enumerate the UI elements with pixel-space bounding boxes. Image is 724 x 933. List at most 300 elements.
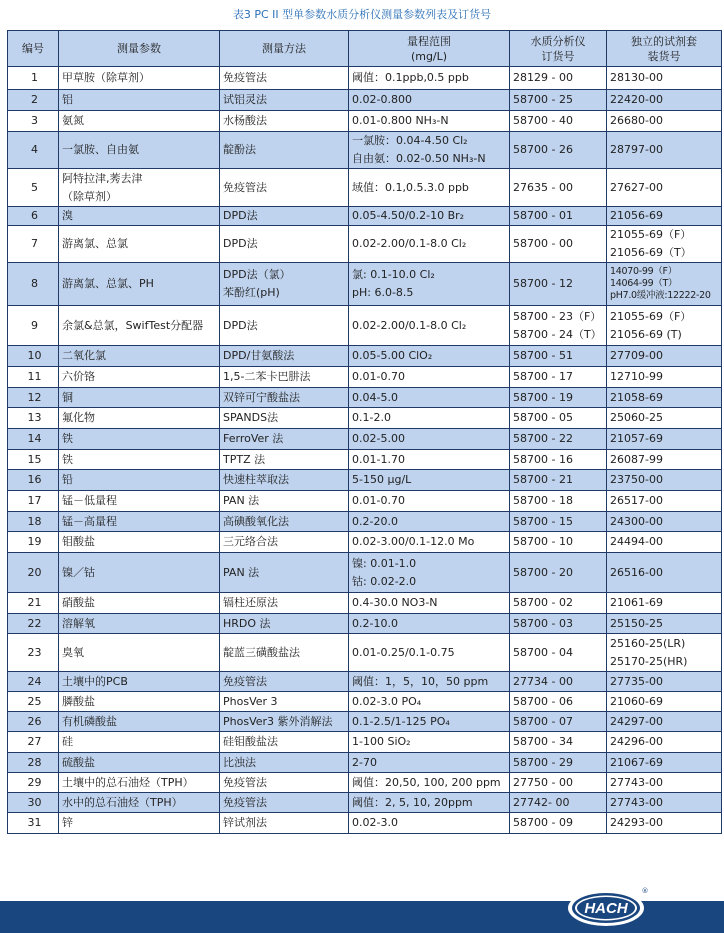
cell-range xyxy=(349,346,510,367)
cell-range-line: 0.2-20.0 xyxy=(352,514,398,528)
cell-method xyxy=(220,732,349,753)
cell-reagent xyxy=(607,67,722,90)
cell-method-line: DPD/甘氨酸法 xyxy=(223,349,295,362)
cell-reagent-line: 24297-00 xyxy=(610,714,663,728)
cell-param xyxy=(59,732,220,753)
table-row xyxy=(8,408,722,429)
cell-analyzer xyxy=(510,732,607,753)
cell-method xyxy=(220,263,349,306)
cell-analyzer xyxy=(510,90,607,111)
table-row xyxy=(8,672,722,692)
cell-reagent xyxy=(607,450,722,470)
cell-range-line: 0.05-4.50/0.2-10 Br₂ xyxy=(352,209,465,222)
cell-range-line: 0.02-2.00/0.1-8.0 Cl₂ xyxy=(352,318,467,332)
cell-param-line: 锌 xyxy=(62,816,73,829)
cell-param xyxy=(59,169,220,207)
cell-range-line: 0.01-0.70 xyxy=(352,494,405,507)
cell-reagent-line: 21055-69（F） xyxy=(610,309,692,323)
cell-reagent-line: 21056-69（T） xyxy=(610,246,692,259)
cell-analyzer-line: 58700 - 15 xyxy=(513,514,573,528)
cell-method xyxy=(220,614,349,634)
cell-reagent xyxy=(607,773,722,793)
cell-range xyxy=(349,67,510,90)
table-row xyxy=(8,450,722,470)
table-row xyxy=(8,470,722,491)
cell-reagent-line: 24296-00 xyxy=(610,735,663,748)
logo-text: HACH xyxy=(584,900,628,917)
cell-param xyxy=(59,67,220,90)
cell-method-line: PAN 法 xyxy=(223,494,260,507)
cell-analyzer-line: 58700 - 01 xyxy=(513,209,573,222)
cell-range xyxy=(349,207,510,226)
table-title: 表3 PC II 型单参数水质分析仪测量参数列表及订货号 xyxy=(232,8,492,21)
cell-method xyxy=(220,532,349,553)
cell-range xyxy=(349,512,510,532)
cell-reagent xyxy=(607,90,722,111)
cell-range xyxy=(349,732,510,753)
header-method: 测量方法 xyxy=(220,31,349,67)
cell-analyzer-line: 58700 - 06 xyxy=(513,694,573,708)
cell-analyzer-line: 58700 - 24（T） xyxy=(513,327,602,341)
table-row xyxy=(8,773,722,793)
cell-analyzer-line: 58700 - 21 xyxy=(513,473,573,486)
cell-method xyxy=(220,226,349,263)
cell-method-line: 免疫管法 xyxy=(223,180,267,194)
cell-method-line: 快速柱萃取法 xyxy=(223,473,289,486)
header-reagent-line: 独立的试剂套 xyxy=(631,34,697,48)
row-number: 27 xyxy=(8,732,59,753)
cell-reagent-line: 28130-00 xyxy=(610,71,663,84)
cell-method xyxy=(220,553,349,593)
cell-param-line: 溶解氧 xyxy=(62,616,95,630)
cell-reagent xyxy=(607,614,722,634)
cell-range-line: 0.02-5.00 xyxy=(352,432,405,445)
cell-param xyxy=(59,408,220,429)
cell-param xyxy=(59,692,220,712)
header-analyzer-line: 水质分析仪 xyxy=(530,34,586,48)
cell-range-line: 0.1-2.5/1-125 PO₄ xyxy=(352,714,450,728)
cell-range xyxy=(349,306,510,346)
cell-reagent xyxy=(607,712,722,732)
cell-method-line: DPD法 xyxy=(223,209,258,222)
cell-method xyxy=(220,692,349,712)
cell-range xyxy=(349,773,510,793)
cell-range xyxy=(349,367,510,388)
cell-analyzer-line: 58700 - 26 xyxy=(513,143,573,156)
cell-range-line: 0.05-5.00 ClO₂ xyxy=(352,349,433,362)
cell-reagent xyxy=(607,532,722,553)
cell-analyzer xyxy=(510,692,607,712)
cell-method-line: 高碘酸氧化法 xyxy=(223,514,289,528)
cell-method xyxy=(220,132,349,169)
cell-range-line: 0.1-2.0 xyxy=(352,411,391,424)
table-row xyxy=(8,169,722,207)
cell-reagent-line: 25060-25 xyxy=(610,411,663,424)
cell-reagent-line: 21057-69 xyxy=(610,432,663,445)
table-row xyxy=(8,732,722,753)
row-number: 4 xyxy=(8,132,59,169)
cell-method xyxy=(220,634,349,672)
cell-param xyxy=(59,226,220,263)
cell-analyzer xyxy=(510,553,607,593)
cell-param-line: 余氯&总氯，SwifTest分配器 xyxy=(62,318,204,332)
cell-reagent xyxy=(607,408,722,429)
cell-reagent xyxy=(607,306,722,346)
cell-analyzer-line: 58700 - 00 xyxy=(513,237,573,250)
cell-reagent-line: 26517-00 xyxy=(610,494,663,507)
parameter-table xyxy=(7,30,722,834)
cell-method xyxy=(220,773,349,793)
table-row xyxy=(8,712,722,732)
cell-method xyxy=(220,813,349,834)
cell-analyzer-line: 58700 - 12 xyxy=(513,277,573,290)
table-row xyxy=(8,634,722,672)
row-number: 29 xyxy=(8,773,59,793)
table-row xyxy=(8,388,722,408)
cell-analyzer-line: 58700 - 05 xyxy=(513,411,573,424)
cell-param xyxy=(59,306,220,346)
cell-analyzer xyxy=(510,614,607,634)
table-row xyxy=(8,67,722,90)
cell-range xyxy=(349,388,510,408)
cell-reagent-line: 24494-00 xyxy=(610,535,663,548)
cell-reagent-line: 26516-00 xyxy=(610,565,663,579)
cell-range-line: 0.01-0.70 xyxy=(352,370,405,383)
cell-range-line: 钴: 0.02-2.0 xyxy=(352,574,417,588)
table-body xyxy=(8,67,722,834)
cell-param-line: 阿特拉津,莠去津 xyxy=(62,171,143,185)
cell-param-line: 土壤中的总石油烃（TPH） xyxy=(62,775,194,789)
cell-range-line: 5-150 μg/L xyxy=(352,473,412,486)
cell-method xyxy=(220,346,349,367)
cell-reagent-line: 21056-69 (T) xyxy=(610,327,682,341)
cell-analyzer xyxy=(510,408,607,429)
row-number: 8 xyxy=(8,263,59,306)
cell-method-line: HRDO 法 xyxy=(223,616,271,630)
row-number: 18 xyxy=(8,512,59,532)
cell-analyzer xyxy=(510,263,607,306)
table-row xyxy=(8,813,722,834)
cell-range xyxy=(349,470,510,491)
cell-range-line: 0.2-10.0 xyxy=(352,616,398,630)
cell-method xyxy=(220,672,349,692)
cell-method-line: 免疫管法 xyxy=(223,71,267,84)
cell-param xyxy=(59,491,220,512)
cell-param-line: 一氯胺、自由氨 xyxy=(62,143,139,156)
cell-range xyxy=(349,450,510,470)
table-row xyxy=(8,532,722,553)
header-analyzer-line: 订货号 xyxy=(541,49,575,63)
cell-range xyxy=(349,672,510,692)
cell-param-line: 铜 xyxy=(62,390,73,404)
cell-analyzer-line: 58700 - 17 xyxy=(513,370,573,383)
cell-param xyxy=(59,512,220,532)
cell-param xyxy=(59,429,220,450)
cell-param-line: 铁 xyxy=(62,452,73,466)
cell-analyzer xyxy=(510,169,607,207)
table-row xyxy=(8,207,722,226)
cell-param xyxy=(59,593,220,614)
row-number: 12 xyxy=(8,388,59,408)
cell-param xyxy=(59,532,220,553)
cell-reagent-line: pH7.0缓冲液:12222-20 xyxy=(610,290,711,301)
cell-analyzer-line: 58700 - 16 xyxy=(513,452,573,466)
cell-range-line: 0.01-0.800 NH₃-N xyxy=(352,114,449,127)
cell-method-line: PhosVer 3 xyxy=(223,694,278,708)
cell-analyzer xyxy=(510,111,607,132)
row-number: 3 xyxy=(8,111,59,132)
table-row xyxy=(8,90,722,111)
cell-method-line: TPTZ 法 xyxy=(223,452,266,466)
cell-method-line: PAN 法 xyxy=(223,565,260,579)
cell-analyzer xyxy=(510,512,607,532)
cell-method-line: DPD法 xyxy=(223,237,258,250)
cell-param-line: 膦酸盐 xyxy=(62,694,95,708)
cell-reagent xyxy=(607,470,722,491)
cell-reagent-line: 24293-00 xyxy=(610,816,663,829)
cell-method-line: 水杨酸法 xyxy=(223,114,267,127)
cell-param xyxy=(59,263,220,306)
table-row xyxy=(8,346,722,367)
hach-logo xyxy=(566,884,650,928)
cell-reagent-line: 14064-99（T） xyxy=(610,278,678,289)
cell-method xyxy=(220,753,349,773)
row-number: 5 xyxy=(8,169,59,207)
cell-range-line: 0.02-3.0 PO₄ xyxy=(352,694,422,708)
cell-method-line: 靛蓝三磺酸盐法 xyxy=(223,645,300,659)
table-row xyxy=(8,793,722,813)
cell-range-line: 0.02-2.00/0.1-8.0 Cl₂ xyxy=(352,237,467,250)
row-number: 25 xyxy=(8,692,59,712)
cell-param xyxy=(59,450,220,470)
cell-range xyxy=(349,593,510,614)
cell-range-line: 一氯胺：0.04-4.50 Cl₂ xyxy=(352,134,468,147)
cell-analyzer-line: 58700 - 23（F） xyxy=(513,309,602,323)
cell-analyzer-line: 58700 - 51 xyxy=(513,349,573,362)
row-number: 1 xyxy=(8,67,59,90)
cell-param-line: 硝酸盐 xyxy=(62,596,95,609)
cell-reagent xyxy=(607,207,722,226)
row-number: 9 xyxy=(8,306,59,346)
cell-analyzer-line: 58700 - 10 xyxy=(513,535,573,548)
cell-param-line: 铁 xyxy=(62,432,73,445)
cell-reagent-line: 28797-00 xyxy=(610,143,663,156)
cell-method xyxy=(220,470,349,491)
cell-range xyxy=(349,111,510,132)
cell-param-line: 氨氮 xyxy=(62,114,84,127)
cell-reagent-line: 24300-00 xyxy=(610,514,663,528)
cell-analyzer xyxy=(510,450,607,470)
cell-method xyxy=(220,388,349,408)
row-number: 15 xyxy=(8,450,59,470)
cell-range xyxy=(349,692,510,712)
cell-analyzer-line: 27734 - 00 xyxy=(513,674,573,688)
cell-method-line: SPANDS法 xyxy=(223,411,279,424)
cell-range-line: 镍: 0.01-1.0 xyxy=(352,556,417,570)
cell-method xyxy=(220,450,349,470)
cell-analyzer-line: 58700 - 29 xyxy=(513,755,573,769)
cell-reagent xyxy=(607,793,722,813)
table-row xyxy=(8,226,722,263)
cell-method-line: FerroVer 法 xyxy=(223,432,284,445)
cell-analyzer-line: 58700 - 18 xyxy=(513,494,573,507)
cell-analyzer xyxy=(510,712,607,732)
cell-range-line: 0.04-5.0 xyxy=(352,390,398,404)
cell-reagent-line: 25150-25 xyxy=(610,616,663,630)
cell-method xyxy=(220,306,349,346)
row-number: 13 xyxy=(8,408,59,429)
cell-param-line: 铝 xyxy=(62,93,73,106)
cell-reagent xyxy=(607,672,722,692)
cell-analyzer xyxy=(510,491,607,512)
cell-param xyxy=(59,614,220,634)
cell-param-line: 钼酸盐 xyxy=(62,535,95,548)
cell-analyzer-line: 58700 - 07 xyxy=(513,714,573,728)
cell-analyzer-line: 58700 - 22 xyxy=(513,432,573,445)
cell-range-line: 2-70 xyxy=(352,755,377,769)
cell-reagent-line: 21061-69 xyxy=(610,596,663,609)
cell-param xyxy=(59,367,220,388)
cell-param xyxy=(59,207,220,226)
row-number: 16 xyxy=(8,470,59,491)
cell-reagent-line: 21056-69 xyxy=(610,209,663,222)
row-number: 6 xyxy=(8,207,59,226)
cell-analyzer-line: 58700 - 04 xyxy=(513,645,573,659)
cell-param-line: 锰－低量程 xyxy=(62,494,117,507)
cell-reagent-line: 26680-00 xyxy=(610,114,663,127)
cell-param-line: 游离氯、总氯 xyxy=(62,237,128,250)
header-reagent xyxy=(607,31,722,67)
cell-method xyxy=(220,712,349,732)
cell-range-line: 1-100 SiO₂ xyxy=(352,735,411,748)
cell-analyzer-line: 27742- 00 xyxy=(513,795,570,809)
cell-method-line: DPD法 xyxy=(223,318,258,332)
cell-range xyxy=(349,532,510,553)
cell-analyzer-line: 28129 - 00 xyxy=(513,71,573,84)
cell-reagent xyxy=(607,169,722,207)
cell-method xyxy=(220,367,349,388)
cell-range xyxy=(349,429,510,450)
cell-reagent xyxy=(607,429,722,450)
row-number: 28 xyxy=(8,753,59,773)
table-row xyxy=(8,491,722,512)
cell-method xyxy=(220,67,349,90)
cell-analyzer xyxy=(510,346,607,367)
cell-reagent-line: 21055-69（F） xyxy=(610,228,692,241)
row-number: 14 xyxy=(8,429,59,450)
cell-reagent xyxy=(607,111,722,132)
table-row xyxy=(8,753,722,773)
header-range xyxy=(349,31,510,67)
cell-param-line: 镍／钴 xyxy=(62,565,95,579)
cell-reagent xyxy=(607,692,722,712)
cell-reagent-line: 25160-25(LR) xyxy=(610,636,686,650)
cell-method xyxy=(220,491,349,512)
cell-range-line: 0.4-30.0 NO3-N xyxy=(352,596,438,609)
table-row xyxy=(8,692,722,712)
table-row xyxy=(8,111,722,132)
cell-range xyxy=(349,793,510,813)
cell-analyzer xyxy=(510,753,607,773)
cell-param-line: 溴 xyxy=(62,209,73,222)
cell-range-line: 0.02-3.0 xyxy=(352,816,398,829)
cell-reagent-line: 23750-00 xyxy=(610,473,663,486)
cell-param-line: 氟化物 xyxy=(62,411,95,424)
cell-range xyxy=(349,712,510,732)
cell-analyzer-line: 58700 - 02 xyxy=(513,596,573,609)
cell-reagent-line: 27743-00 xyxy=(610,795,663,809)
cell-param xyxy=(59,672,220,692)
cell-range-line: 阈值：2, 5, 10, 20ppm xyxy=(352,795,473,809)
cell-reagent-line: 21060-69 xyxy=(610,694,663,708)
cell-reagent-line: 27735-00 xyxy=(610,674,663,688)
row-number: 17 xyxy=(8,491,59,512)
table-row xyxy=(8,429,722,450)
cell-analyzer-line: 58700 - 25 xyxy=(513,93,573,106)
cell-range xyxy=(349,263,510,306)
cell-range xyxy=(349,753,510,773)
cell-analyzer-line: 58700 - 19 xyxy=(513,390,573,404)
cell-method xyxy=(220,169,349,207)
cell-range-line: 0.02-0.800 xyxy=(352,93,412,106)
cell-analyzer xyxy=(510,306,607,346)
cell-reagent xyxy=(607,732,722,753)
cell-param-line: （除草剂） xyxy=(62,189,117,203)
cell-analyzer xyxy=(510,429,607,450)
cell-param xyxy=(59,90,220,111)
cell-analyzer-line: 58700 - 09 xyxy=(513,816,573,829)
cell-method-line: 试铝灵法 xyxy=(223,93,267,106)
cell-analyzer xyxy=(510,672,607,692)
cell-range-line: 域值：0.1,0.5.3.0 ppb xyxy=(352,180,469,194)
cell-method xyxy=(220,793,349,813)
row-number: 31 xyxy=(8,813,59,834)
cell-reagent-line: 21067-69 xyxy=(610,755,663,769)
cell-reagent xyxy=(607,491,722,512)
header-param: 测量参数 xyxy=(59,31,220,67)
row-number: 24 xyxy=(8,672,59,692)
cell-range-line: 0.02-3.00/0.1-12.0 Mo xyxy=(352,535,475,548)
cell-param xyxy=(59,346,220,367)
cell-range xyxy=(349,614,510,634)
table-row xyxy=(8,306,722,346)
cell-param xyxy=(59,793,220,813)
cell-range xyxy=(349,813,510,834)
cell-method-line: 镉柱还原法 xyxy=(223,596,278,609)
row-number: 10 xyxy=(8,346,59,367)
cell-method xyxy=(220,90,349,111)
row-number: 30 xyxy=(8,793,59,813)
cell-reagent-line: 25170-25(HR) xyxy=(610,654,688,668)
table-row xyxy=(8,614,722,634)
cell-method-line: 比浊法 xyxy=(223,755,256,769)
cell-reagent-line: 27709-00 xyxy=(610,349,663,362)
cell-analyzer-line: 58700 - 03 xyxy=(513,616,573,630)
cell-param xyxy=(59,773,220,793)
cell-analyzer xyxy=(510,207,607,226)
cell-range-line: 阈值：20,50, 100, 200 ppm xyxy=(352,775,501,789)
cell-reagent-line: 27627-00 xyxy=(610,180,663,194)
cell-range-line: 0.01-0.25/0.1-0.75 xyxy=(352,645,455,659)
cell-param-line: 锰－高量程 xyxy=(62,514,117,528)
cell-param-line: 甲草胺（除草剂） xyxy=(62,71,150,84)
cell-method-line: 硅钼酸盐法 xyxy=(223,735,278,748)
table-row xyxy=(8,132,722,169)
row-number: 26 xyxy=(8,712,59,732)
cell-range xyxy=(349,90,510,111)
cell-analyzer xyxy=(510,593,607,614)
cell-range-line: 氯: 0.1-10.0 Cl₂ xyxy=(352,268,435,281)
